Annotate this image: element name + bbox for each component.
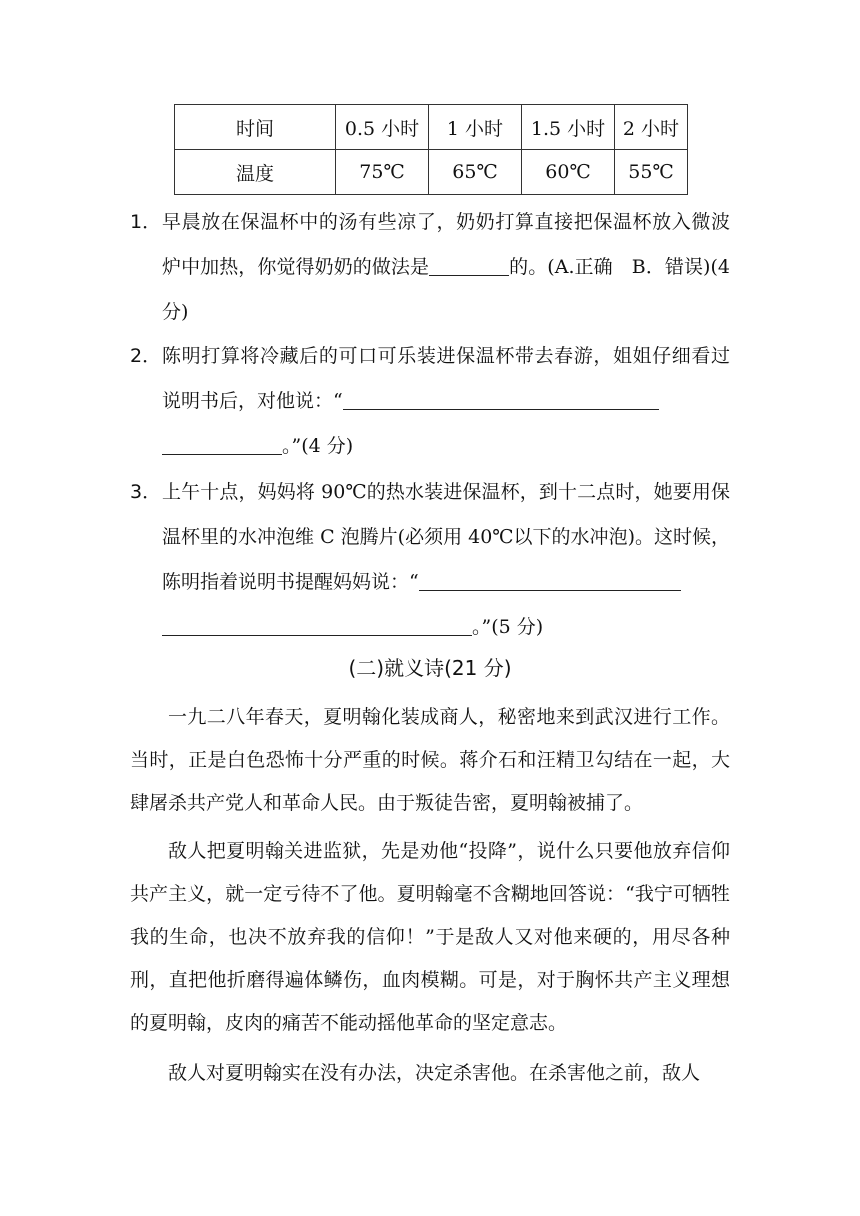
question-number: 3． (130, 481, 162, 503)
question-text-tail: 。”(5 分) (472, 616, 544, 638)
answer-blank[interactable] (343, 387, 659, 410)
table-cell: 65℃ (429, 150, 522, 195)
passage-paragraph-1: 一九二八年春天，夏明翰化装成商人，秘密地来到武汉进行工作。当时，正是白色恐怖十分严重的时候。蒋介石和汪精卫勾结在一起，大肆屠杀共产党人和革命人民。由于叛徒告密，夏明翰被捕了。 (130, 706, 730, 814)
table-cell: 55℃ (615, 150, 688, 195)
question-text: 陈明打算将冷藏后的可口可乐装进保温杯带去春游，姐姐仔细看过说明书后，对他说：“ (162, 345, 730, 412)
table-cell: 1.5 小时 (522, 105, 615, 150)
question-number: 2． (130, 345, 162, 367)
answer-blank-continued[interactable] (162, 432, 282, 455)
passage-paragraph-2: 敌人把夏明翰关进监狱，先是劝他“投降”，说什么只要他放弃信仰共产主义，就一定亏待不了他。夏明翰毫不含糊地回答说：“我宁可牺牲我的生命，也决不放弃我的信仰！”于是敌人又对他来硬的，用尽各种刑，直把他折磨得遍体鳞伤，血肉模糊。可是，对于胸怀共产主义理想的夏明翰，皮肉的痛苦不能动摇他革命的坚定意志。 (130, 840, 730, 1034)
question-text: 上午十点，妈妈将 90℃的热水装进保温杯，到十二点时，她要用保温杯里的水冲泡维 C 泡腾片(必须用 40℃以下的水冲泡)。这时候，陈明指着说明书提醒妈妈说：“ (162, 481, 730, 593)
answer-blank-continued[interactable] (162, 613, 472, 636)
table-cell: 2 小时 (615, 105, 688, 150)
answer-blank[interactable] (419, 568, 681, 591)
table-row-temperature (175, 150, 688, 195)
table-cell: 1 小时 (429, 105, 522, 150)
table-header-temperature: 温度 (175, 150, 336, 195)
question-text-tail: 的。(A.正确 B．错误)(4 分) (162, 256, 730, 323)
table-cell: 0.5 小时 (336, 105, 429, 150)
table-cell: 75℃ (336, 150, 429, 195)
question-3 (130, 470, 730, 650)
question-number: 1． (130, 211, 162, 233)
question-text: 早晨放在保温杯中的汤有些凉了，奶奶打算直接把保温杯放入微波炉中加热，你觉得奶奶的做法是 (162, 211, 730, 278)
passage-paragraph-3: 敌人对夏明翰实在没有办法，决定杀害他。在杀害他之前，敌人 (168, 1062, 701, 1084)
section-title: (二)就义诗(21 分) (348, 656, 512, 680)
temperature-table (174, 104, 688, 195)
question-text-tail: 。”(4 分) (282, 435, 354, 457)
question-2 (130, 334, 730, 469)
table-header-time: 时间 (175, 105, 336, 150)
question-1 (130, 200, 730, 335)
table-row-time (175, 105, 688, 150)
table-cell: 60℃ (522, 150, 615, 195)
answer-blank[interactable] (429, 253, 509, 276)
